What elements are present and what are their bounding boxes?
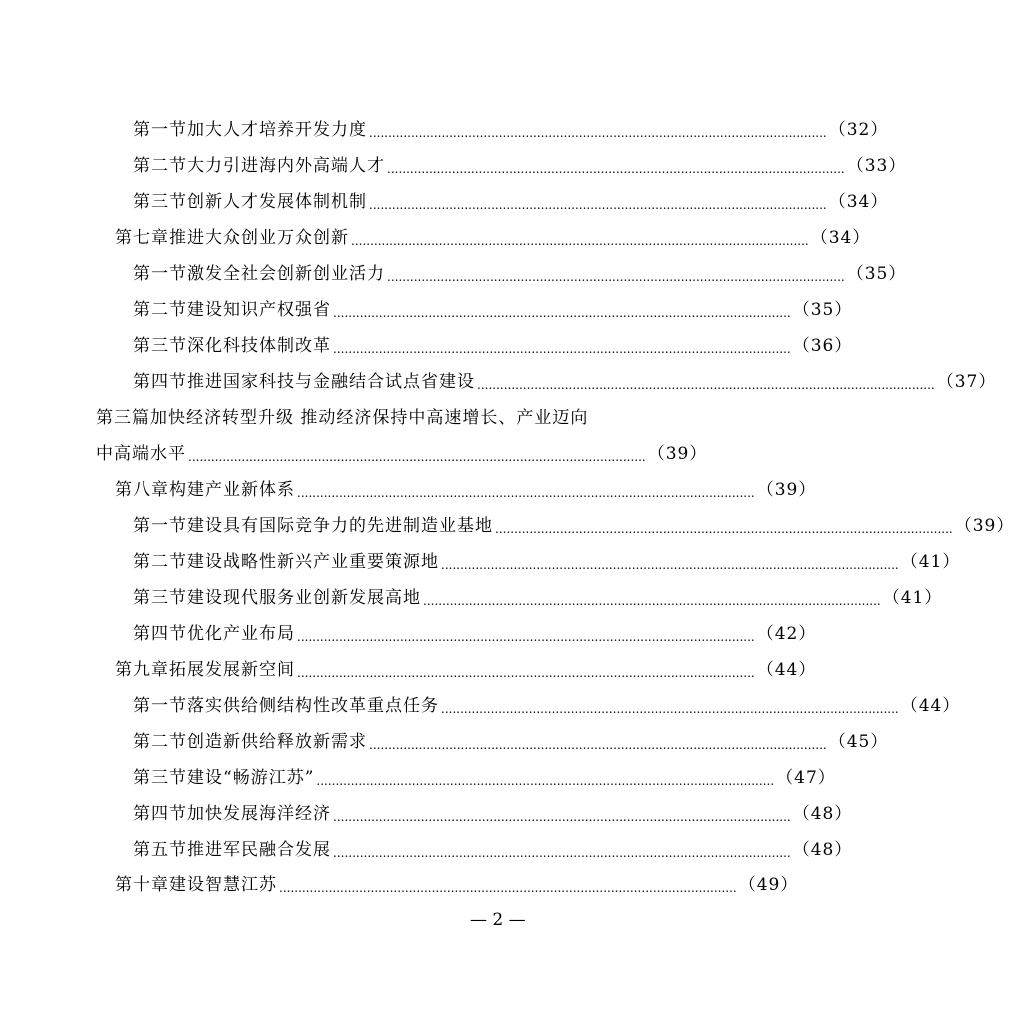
toc-entry-label: 第三节: [133, 192, 187, 212]
toc-entry-title: 建设“畅游江苏”: [187, 768, 315, 788]
toc-entry-label: 第八章: [115, 480, 169, 500]
toc-entry-title: 拓展发展新空间: [169, 660, 295, 680]
toc-entry-title: 大力引进海内外高端人才: [187, 156, 385, 176]
toc-entry-page: （41）: [900, 552, 961, 572]
toc-leader-dots: ........................................................................................................................: [369, 126, 827, 140]
toc-entry-page: （34）: [828, 192, 889, 212]
toc-entry-label: 第四节: [133, 372, 187, 392]
toc-leader-dots: ........................................................................................................................: [333, 342, 791, 356]
toc-entry-title: 中高端水平: [96, 444, 186, 464]
toc-entry-title: 建设现代服务业创新发展高地: [187, 588, 421, 608]
toc-entry-page: （35）: [846, 264, 907, 284]
toc-entry-page: （45）: [828, 732, 889, 752]
toc-entry-label: 第三节: [133, 336, 187, 356]
toc-entry: [133, 189, 889, 215]
toc-entry: [133, 297, 853, 323]
toc-entry-title: 建设知识产权强省: [187, 300, 331, 320]
toc-entry-label: 第一节: [133, 516, 187, 536]
toc-entry-title: 创造新供给释放新需求: [187, 732, 367, 752]
toc-entry-label: 第五节: [133, 840, 187, 860]
toc-leader-dots: ........................................................................................................................: [333, 306, 791, 320]
toc-entry-page: （48）: [792, 840, 853, 860]
toc-entry-label: 第十章: [115, 875, 169, 895]
toc-entry-page: （41）: [882, 588, 943, 608]
toc-entry: [133, 333, 853, 359]
toc-entry-label: 第二节: [133, 156, 187, 176]
toc-entry-label: 第四节: [133, 804, 187, 824]
toc-leader-dots: ........................................................................................................................: [316, 774, 775, 788]
toc-entry-title: 激发全社会创新创业活力: [187, 264, 385, 284]
toc-entry-page: （44）: [756, 660, 817, 680]
toc-leader-dots: ........................................................................................................................: [297, 666, 755, 680]
toc-entry: [133, 585, 943, 611]
toc-entry: [133, 693, 961, 719]
toc-entry: [96, 441, 708, 467]
toc-leader-dots: ........................................................................................................................: [333, 810, 791, 824]
toc-entry-title: 推进大众创业万众创新: [169, 228, 349, 248]
toc-entry-label: 第二节: [133, 300, 187, 320]
toc-leader-dots: ........................................................................................................................: [333, 846, 791, 860]
toc-entry-label: 第一节: [133, 696, 187, 716]
toc-entry: [115, 477, 817, 503]
toc-entry: [133, 801, 853, 827]
toc-entry-page: （33）: [846, 156, 907, 176]
toc-leader-dots: ........................................................................................................................: [441, 702, 899, 716]
toc-entry-title: 建设智慧江苏: [169, 875, 277, 895]
toc-leader-dots: ........................................................................................................................: [351, 234, 809, 248]
toc-entry-label: 第三节: [133, 588, 187, 608]
page-number: — 2 —: [470, 910, 526, 930]
toc-entry-page: （44）: [900, 696, 961, 716]
toc-entry-label: 第一节: [133, 264, 187, 284]
toc-leader-dots: ........................................................................................................................: [297, 486, 755, 500]
toc-entry: [133, 837, 853, 863]
toc-entry-page: （39）: [954, 516, 1014, 536]
toc-part-label: 第三篇: [96, 408, 150, 428]
toc-entry-page: （48）: [792, 804, 853, 824]
toc-entry: [115, 225, 871, 251]
toc-entry-title: 优化产业布局: [187, 624, 295, 644]
toc-entry-page: （37）: [936, 372, 997, 392]
toc-leader-dots: ........................................................................................................................: [369, 738, 827, 752]
toc-entry-title: 推进国家科技与金融结合试点省建设: [187, 372, 475, 392]
toc-entry: [133, 369, 997, 395]
toc-entry-page: （32）: [828, 120, 889, 140]
toc-entry-label: 第九章: [115, 660, 169, 680]
toc-entry-label: 第二节: [133, 732, 187, 752]
toc-leader-dots: ........................................................................................................................: [495, 522, 953, 536]
toc-leader-dots: ........................................................................................................................: [279, 881, 737, 895]
toc-entry-label: 第四节: [133, 624, 187, 644]
toc-entry: [133, 621, 817, 647]
toc-entry: [115, 657, 817, 683]
toc-entry-page: （49）: [738, 875, 799, 895]
toc-part-heading: [96, 405, 626, 431]
toc-entry: [133, 729, 889, 755]
toc-entry-title: 建设战略性新兴产业重要策源地: [187, 552, 439, 572]
toc-entry-title: 加快发展海洋经济: [187, 804, 331, 824]
toc-entry-label: 第七章: [115, 228, 169, 248]
toc-entry-title: 推进军民融合发展: [187, 840, 331, 860]
toc-entry-page: （47）: [776, 768, 836, 788]
toc-entry-page: （39）: [756, 480, 817, 500]
toc-entry: [133, 261, 907, 287]
toc-entry-title: 落实供给侧结构性改革重点任务: [187, 696, 439, 716]
toc-leader-dots: ........................................................................................................................: [387, 270, 845, 284]
toc-leader-dots: ........................................................................................................................: [188, 450, 646, 464]
toc-entry-title: 建设具有国际竞争力的先进制造业基地: [187, 516, 493, 536]
toc-leader-dots: ........................................................................................................................: [297, 630, 755, 644]
toc-entry: [133, 549, 961, 575]
toc-entry-title: 创新人才发展体制机制: [187, 192, 367, 212]
toc-leader-dots: ........................................................................................................................: [387, 162, 845, 176]
toc-leader-dots: ........................................................................................................................: [441, 558, 899, 572]
toc-entry-title: 构建产业新体系: [169, 480, 295, 500]
toc-leader-dots: ........................................................................................................................: [423, 594, 881, 608]
toc-entry-label: 第二节: [133, 552, 187, 572]
toc-entry: [133, 513, 1014, 539]
toc-entry-page: （35）: [792, 300, 853, 320]
toc-entry-title: 深化科技体制改革: [187, 336, 331, 356]
toc-entry: [133, 765, 836, 791]
toc-entry-page: （42）: [756, 624, 817, 644]
toc-entry-page: （39）: [647, 444, 708, 464]
toc-entry-page: （36）: [792, 336, 853, 356]
toc-leader-dots: ........................................................................................................................: [369, 198, 827, 212]
toc-entry-title: 加大人才培养开发力度: [187, 120, 367, 140]
toc-entry: [133, 153, 907, 179]
toc-entry-label: 第一节: [133, 120, 187, 140]
toc-part-title: 加快经济转型升级 推动经济保持中高速增长、产业迈向: [150, 408, 589, 428]
toc-entry-label: 第三节: [133, 768, 187, 788]
toc-entry: [133, 117, 889, 143]
toc-entry: [115, 872, 799, 898]
toc-leader-dots: ........................................................................................................................: [477, 378, 935, 392]
toc-entry-page: （34）: [810, 228, 871, 248]
